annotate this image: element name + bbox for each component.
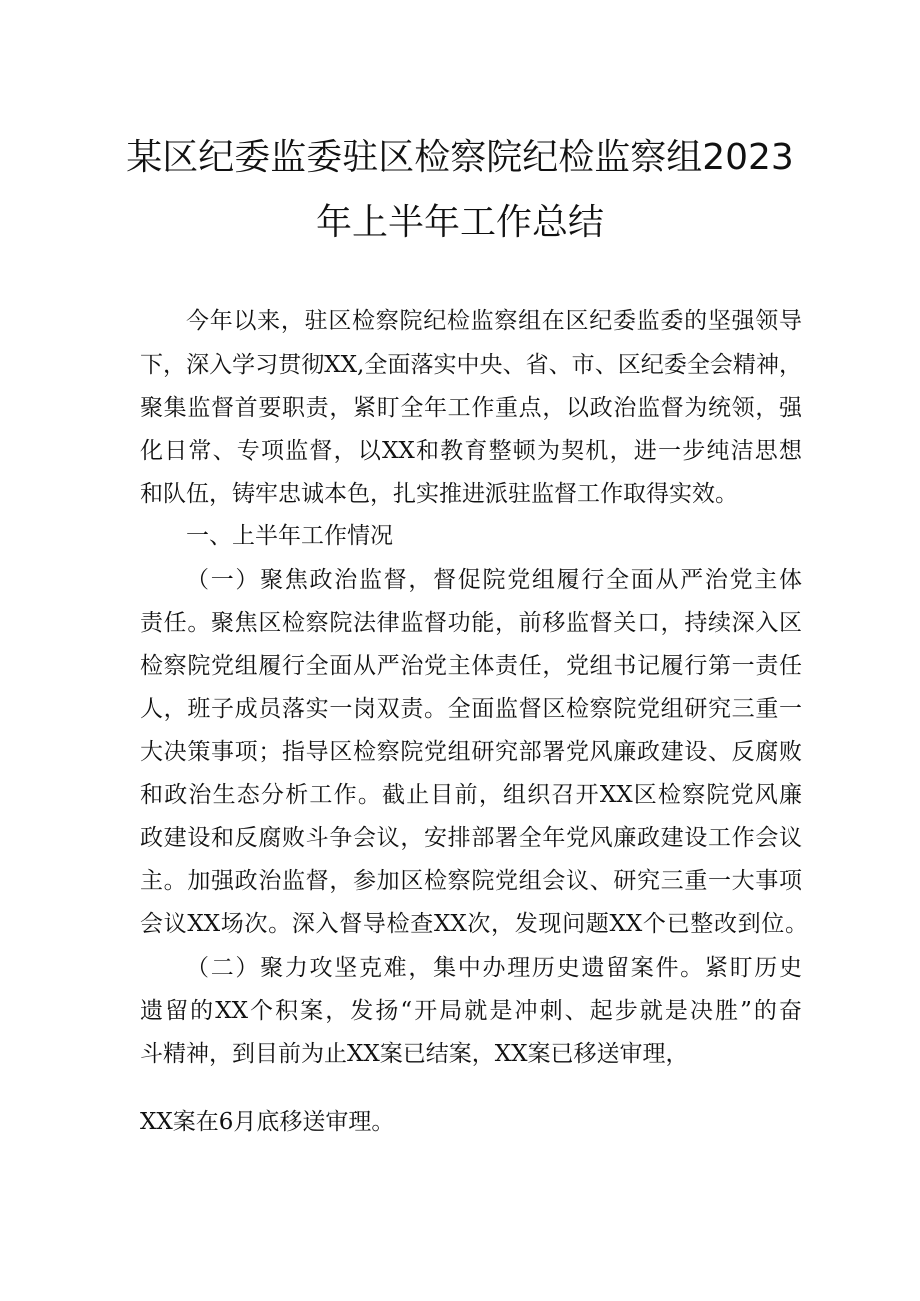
- intro-line-3: 聚集监督首要职责，紧盯全年工作重点，以政治监督为统领，强: [140, 395, 802, 421]
- document-title-line-1: 某区纪委监委驻区检察院纪检监察组2023: [126, 137, 794, 178]
- intro-line-1: 今年以来，驻区检察院纪检监察组在区纪委监委的坚强领导: [186, 308, 802, 334]
- section-heading: 一、上半年工作情况: [186, 523, 393, 549]
- intro-line-5: 和队伍，铸牢忠诚本色，扎实推进派驻监督工作取得实效。: [140, 481, 738, 507]
- para1-line-5: 大决策事项；指导区检察院党组研究部署党风廉政建设、反腐败: [140, 739, 802, 765]
- tail-line: XX案在6月底移送审理。: [140, 1109, 395, 1135]
- para1-line-8: 主。加强政治监督，参加区检察院党组会议、研究三重一大事项: [140, 868, 802, 894]
- para1-line-9: 会议XX场次。深入督导检查XX次，发现问题XX个已整改到位。: [140, 911, 808, 937]
- para1-line-6: 和政治生态分析工作。截止目前，组织召开XX区检察院党风廉: [140, 782, 802, 808]
- para2-line-3: 斗精神，到目前为止XX案已结案，XX案已移送审理，: [140, 1041, 689, 1067]
- intro-line-2: 下，深入学习贯彻XX,全面落实中央、省、市、区纪委全会精神，: [140, 352, 802, 378]
- para2-line-1: （二）聚力攻坚克难，集中办理历史遗留案件。紧盯历史: [186, 955, 802, 981]
- para1-line-3: 检察院党组履行全面从严治党主体责任，党组书记履行第一责任: [140, 653, 802, 679]
- intro-line-4: 化日常、专项监督，以XX和教育整顿为契机，进一步纯洁思想: [140, 438, 802, 464]
- document-title-line-2: 年上半年工作总结: [315, 202, 604, 243]
- para1-line-2: 责任。聚焦区检察院法律监督功能，前移监督关口，持续深入区: [140, 610, 802, 636]
- para1-line-7: 政建设和反腐败斗争会议，安排部署全年党风廉政建设工作会议: [140, 825, 802, 851]
- para2-line-2: 遗留的XX个积案，发扬“开局就是冲刺、起步就是决胜”的奋: [140, 998, 802, 1024]
- para1-line-1: （一）聚焦政治监督，督促院党组履行全面从严治党主体: [186, 567, 802, 593]
- para1-line-4: 人，班子成员落实一岗双责。全面监督区检察院党组研究三重一: [140, 696, 802, 722]
